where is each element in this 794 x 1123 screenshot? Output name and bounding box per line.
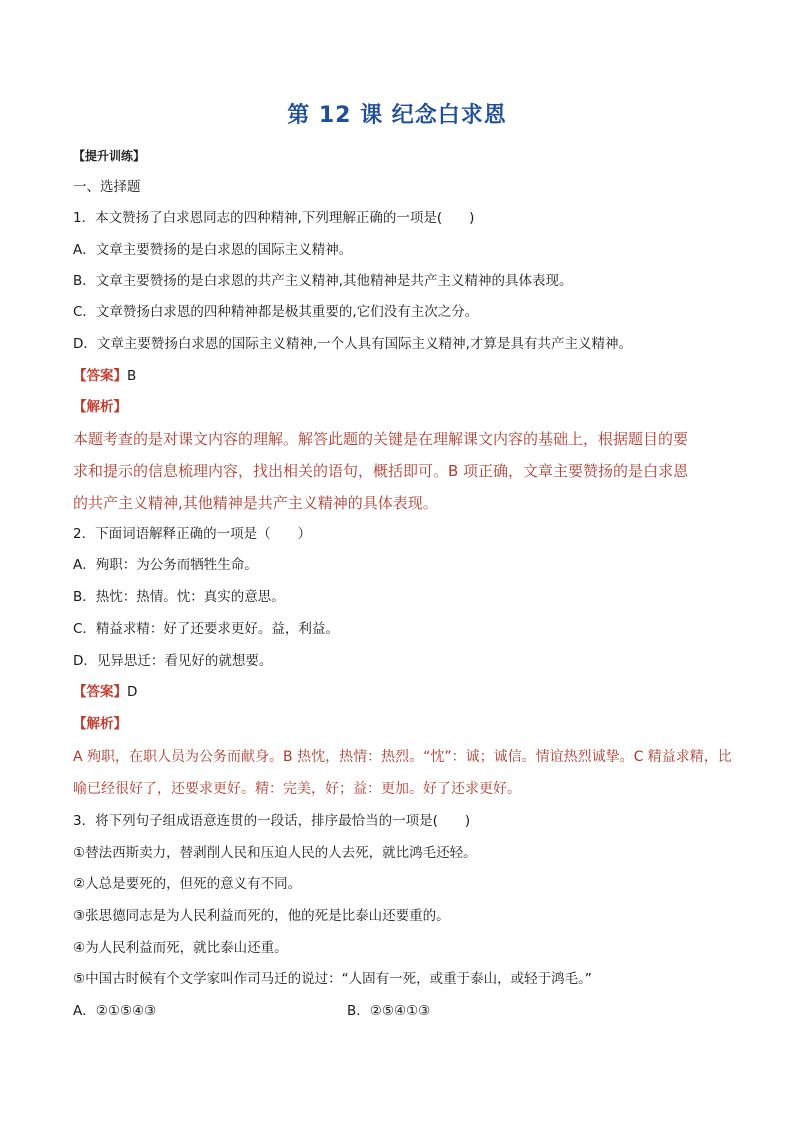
q2-answer-value: D bbox=[127, 684, 138, 700]
q1-analysis-line-1: 本题考查的是对课文内容的理解。解答此题的关键是在理解课文内容的基础上，根据题目的要 bbox=[73, 430, 689, 448]
q3-item-5: ⑤中国古时候有个文学家叫作司马迁的说过：“人固有一死，或重于泰山，或轻于鸿毛。” bbox=[73, 971, 592, 987]
q1-stem: 1．本文赞扬了白求恩同志的四种精神,下列理解正确的一项是( ) bbox=[73, 210, 475, 226]
q3-item-1: ①替法西斯卖力，替剥削人民和压迫人民的人去死，就比鸿毛还轻。 bbox=[73, 845, 477, 861]
q1-analysis-line-3: 的共产主义精神,其他精神是共产主义精神的具体表现。 bbox=[73, 494, 438, 512]
q3-item-3: ③张思德同志是为人民利益而死的，他的死是比泰山还要重的。 bbox=[73, 908, 450, 924]
q3-item-4: ④为人民利益而死，就比泰山还重。 bbox=[73, 940, 288, 956]
section-heading: 一、选择题 bbox=[73, 179, 141, 195]
section-tag: 【提升训练】 bbox=[73, 149, 146, 163]
q3-option-b: B．②⑤④①③ bbox=[347, 1003, 431, 1019]
q3-item-2: ②人总是要死的，但死的意义有不同。 bbox=[73, 876, 302, 892]
q3-stem: 3．将下列句子组成语意连贯的一段话，排序最恰当的一项是( ) bbox=[73, 813, 471, 829]
q1-answer-label: 【答案】 bbox=[73, 368, 127, 384]
q1-option-a: A．文章主要赞扬的是白求恩的国际主义精神。 bbox=[73, 242, 353, 258]
q2-analysis-line-1: A 殉职，在职人员为公务而献身。B 热忱，热情：热烈。“忱”：诚；诚信。情谊热烈诚挚。C 精益求精，比 bbox=[73, 749, 732, 765]
q1-answer bbox=[73, 366, 136, 386]
q2-option-a: A．殉职：为公务而牺牲生命。 bbox=[73, 557, 258, 573]
q2-stem: 2．下面词语解释正确的一项是（ ） bbox=[73, 526, 312, 542]
q2-option-b: B．热忱：热情。忱：真实的意思。 bbox=[73, 589, 285, 605]
q2-answer-label: 【答案】 bbox=[73, 684, 127, 700]
q1-analysis-label: 【解析】 bbox=[73, 399, 127, 415]
q2-option-d: D．见异思迁：看见好的就想要。 bbox=[73, 653, 273, 669]
q1-answer-value: B bbox=[127, 368, 137, 384]
q1-option-d: D．文章主要赞扬白求恩的国际主义精神,一个人具有国际主义精神,才算是具有共产主义精神。 bbox=[73, 336, 632, 352]
q2-analysis-line-2: 喻已经很好了，还要求更好。精：完美，好；益：更加。好了还求更好。 bbox=[73, 781, 521, 797]
q2-answer bbox=[73, 682, 137, 702]
q2-option-c: C．精益求精：好了还要求更好。益，利益。 bbox=[73, 621, 339, 637]
q1-analysis-line-2: 求和提示的信息梳理内容，找出相关的语句，概括即可。B 项正确，文章主要赞扬的是白求恩 bbox=[73, 462, 689, 480]
q3-option-a: A．②①⑤④③ bbox=[73, 1003, 157, 1019]
q1-option-b: B．文章主要赞扬的是白求恩的共产主义精神,其他精神是共产主义精神的具体表现。 bbox=[73, 273, 573, 289]
page-title: 第 12 课 纪念白求恩 bbox=[287, 103, 507, 128]
q1-option-c: C．文章赞扬白求恩的四种精神都是极其重要的,它们没有主次之分。 bbox=[73, 304, 479, 320]
q2-analysis-label: 【解析】 bbox=[73, 716, 127, 732]
